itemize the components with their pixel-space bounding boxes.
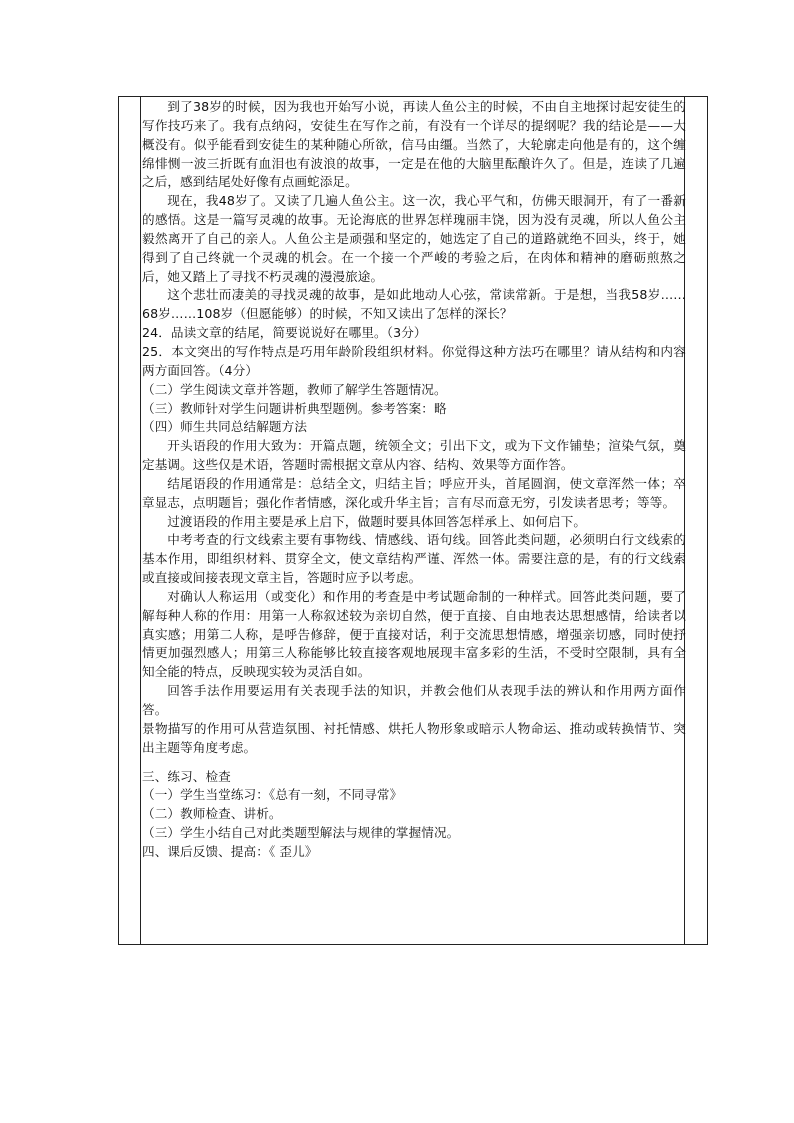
- paragraph-story-conclusion: 这个悲壮而凄美的寻找灵魂的故事，是如此地动人心弦，常读常新。于是想，当我58岁……68岁……108岁（但愿能够）的时候，不知又读出了怎样的深长？: [142, 287, 686, 322]
- method-person-paragraph: 对确认人称运用（或变化）和作用的考查是中考试题命制的一种样式。回答此类问题，要了解每种人称的作用：用第一人称叙述较为亲切自然，便于直接、自由地表达思想感情，给读者以真实感；用第二人称，是呼告修辞，便于直接对话，利于交流思想情感，增强亲切感，同时使抒情更加强烈感人；用第三人称能够比较直接客观地展现丰富多彩的生活，不受时空限制，具有全知全能的特点，反映现实较为灵活自如。: [142, 588, 686, 680]
- table-left-column-divider: [140, 97, 141, 944]
- paragraph-age-38-reading: 到了38岁的时候，因为我也开始写小说，再读人鱼公主的时候，不由自主地探讨起安徒生的写作技巧来了。我有点纳闷，安徒生在写作之前，有没有一个详尽的提纲呢？我的结论是——大概没有。似乎能看到安徒生的某种随心所欲，信马由缰。当然了，大轮廓走向他是有的，这个缠绵悱恻一波三折既有血泪也有波浪的故事，一定是在他的大脑里酝酿许久了。但是，连读了几遍之后，感到结尾处好像有点画蛇添足。: [142, 99, 686, 190]
- method-opening-paragraph: 开头语段的作用大致为：开篇点题，统领全文；引出下文，或为下文作铺垫；渲染气氛，奠定基调。这些仅是术语，答题时需根据文章从内容、结构、效果等方面作答。: [142, 438, 686, 473]
- question-24: 24．品读文章的结尾，简要说说好在哪里。（3分）: [142, 325, 427, 341]
- method-ending-paragraph: 结尾语段的作用通常是：总结全文，归结主旨；呼应开头，首尾圆润，使文章浑然一体；卒章显志，点明题旨；强化作者情感，深化或升华主旨；言有尽而意无穷，引发读者思考；等等。: [142, 475, 686, 510]
- section-practice-heading: 三、练习、检查: [142, 768, 231, 784]
- paragraph-age-48-reading: 现在，我48岁了。又读了几遍人鱼公主。这一次，我心平气和，仿佛天眼洞开，有了一番新的感悟。这是一篇写灵魂的故事。无论海底的世界怎样瑰丽丰饶，因为没有灵魂，所以人鱼公主毅然离开了自己的亲人。人鱼公主是顽强和坚定的，她选定了自己的道路就绝不回头，终于，她得到了自己终就一个灵魂的机会。在一个接一个严峻的考验之后，在肉体和精神的磨砺煎熬之后，她又踏上了寻找不朽灵魂的漫漫旅途。: [142, 193, 686, 284]
- section-feedback-heading: 四、课后反馈、提高：《 歪儿》: [142, 843, 318, 859]
- lesson-content: [142, 98, 686, 862]
- question-25: 25．本文突出的写作特点是巧用年龄阶段组织材料。你觉得这种方法巧在哪里？请从结构和内容两方面回答。（4分）: [142, 343, 686, 378]
- practice-item-2: （二）教师检查、讲析。: [142, 806, 282, 822]
- step-student-reading: （二）学生阅读文章并答题，教师了解学生答题情况。: [142, 381, 447, 397]
- method-scenery-paragraph: 景物描写的作用可从营造氛围、衬托情感、烘托人物形象或暗示人物命运、推动或转换情节、突出主题等角度考虑。: [142, 720, 686, 755]
- method-clue-paragraph: 中考考查的行文线索主要有事物线、情感线、语句线。回答此类问题，必须明白行文线索的基本作用，即组织材料、贯穿全文，使文章结构严谨、浑然一体。需要注意的是，有的行文线索或直接或间接表现文章主旨，答题时应予以考虑。: [142, 532, 686, 586]
- step-method-summary-heading: （四）师生共同总结解题方法: [142, 419, 308, 435]
- practice-item-3: （三）学生小结自己对此类题型解法与规律的掌握情况。: [142, 825, 460, 841]
- step-teacher-analysis: （三）教师针对学生问题讲析典型题例。参考答案：略: [142, 400, 447, 416]
- practice-item-1: （一）学生当堂练习：《总有一刻，不同寻常》: [142, 787, 403, 803]
- method-technique-paragraph: 回答手法作用要运用有关表现手法的知识，并教会他们从表现手法的辨认和作用两方面作答。: [142, 683, 686, 717]
- method-transition-paragraph: 过渡语段的作用主要是承上启下，做题时要具体回答怎样承上、如何启下。: [167, 513, 587, 529]
